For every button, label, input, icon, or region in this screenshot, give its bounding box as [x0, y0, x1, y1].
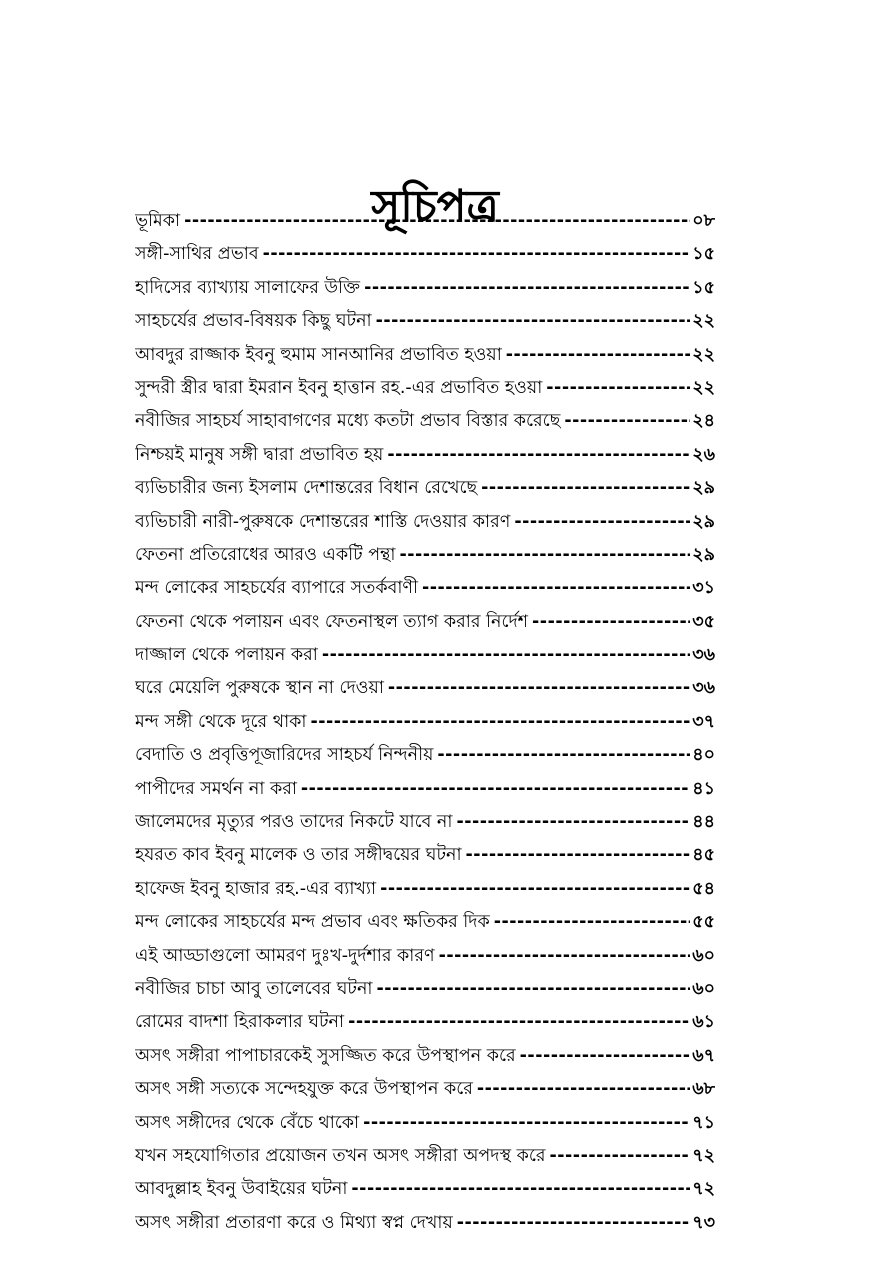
toc-entry	[135, 806, 715, 839]
toc-entry	[135, 873, 715, 906]
toc-leader-dashes	[376, 305, 691, 338]
toc-leader-dashes	[506, 339, 690, 372]
toc-leader-dashes	[380, 873, 690, 906]
toc-entry-page-number: ৪০	[692, 745, 715, 766]
toc-entry-page-number: ২৯	[692, 478, 715, 499]
toc-entry	[135, 1107, 715, 1140]
toc-entry-page-number: ২২	[692, 311, 715, 332]
toc-entry	[135, 572, 715, 605]
toc-entry-title: রোমের বাদশা হিরাকলার ঘটনা	[135, 1012, 345, 1033]
toc-leader-dashes	[301, 773, 690, 806]
toc-entry-title: যখন সহযোগিতার প্রয়োজন তখন অসৎ সঙ্গীরা অপদস্থ করে	[135, 1145, 546, 1166]
toc-leader-dashes	[564, 405, 690, 438]
toc-entry-title: মন্দ লোকের সাহচর্যের মন্দ প্রভাব এবং ক্ষতিকর দিক	[135, 912, 490, 933]
toc-entry	[135, 1073, 715, 1106]
toc-leader-dashes	[387, 439, 690, 472]
toc-entry-title: দাজ্জাল থেকে পলায়ন করা	[135, 645, 318, 666]
toc-entry-page-number: ১৫	[692, 244, 715, 265]
toc-entry-page-number: ২২	[692, 344, 715, 365]
toc-entry-page-number: ৭২	[692, 1179, 715, 1200]
toc-leader-dashes	[322, 639, 690, 672]
toc-entry	[135, 739, 715, 772]
toc-entry-page-number: ২২	[692, 377, 715, 398]
toc-leader-dashes	[363, 1107, 690, 1140]
toc-leader-dashes	[437, 739, 690, 772]
toc-entry-page-number: ২৬	[692, 444, 715, 465]
toc-leader-dashes	[532, 606, 690, 639]
toc-entry	[135, 906, 715, 939]
toc-entry-title: মন্দ সঙ্গী থেকে দূরে থাকা	[135, 711, 307, 732]
toc-entry-page-number: ৩৫	[692, 611, 715, 632]
toc-leader-dashes	[550, 1140, 691, 1173]
toc-entry-page-number: ২৯	[692, 544, 715, 565]
toc-entry-title: মন্দ লোকের সাহচর্যের ব্যাপারে সতর্কবাণী	[135, 578, 418, 599]
toc-entry-page-number: ৩৭	[692, 711, 715, 732]
toc-leader-dashes	[457, 1207, 690, 1240]
toc-entry-page-number: ৭৩	[692, 1212, 715, 1233]
toc-entry	[135, 472, 715, 505]
toc-entry-page-number: ২৪	[692, 411, 715, 432]
toc-leader-dashes	[351, 1173, 690, 1206]
toc-entry-title: নবীজির চাচা আবু তালেবের ঘটনা	[135, 978, 373, 999]
toc-entry-title: অসৎ সঙ্গী সত্যকে সন্দেহযুক্ত করে উপস্থাপন করে	[135, 1079, 473, 1100]
toc-leader-dashes	[400, 539, 691, 572]
toc-entry	[135, 238, 715, 271]
toc-entry-page-number: ৬০	[692, 978, 715, 999]
toc-entry-title: ঘরে মেয়েলি পুরুষকে স্থান না দেওয়া	[135, 678, 384, 699]
toc-entry-title: ভূমিকা	[135, 211, 181, 231]
toc-entry	[135, 973, 715, 1006]
toc-leader-dashes	[514, 506, 690, 539]
toc-leader-dashes	[263, 238, 691, 271]
toc-entry	[135, 1173, 715, 1206]
toc-entry-title: ব্যভিচারীর জন্য ইসলাম দেশান্তরের বিধান রেখেছে	[135, 478, 478, 499]
toc-leader-dashes	[477, 1073, 690, 1106]
toc-entry-title: সাহচর্যের প্রভাব-বিষয়ক কিছু ঘটনা	[135, 311, 372, 332]
toc-entry-title: হযরত কাব ইবনু মালেক ও তার সঙ্গীদ্বয়ের ঘটনা	[135, 845, 462, 866]
toc-leader-dashes	[422, 572, 690, 605]
toc-entry	[135, 272, 715, 305]
toc-entry	[135, 940, 715, 973]
toc-entry-title: অসৎ সঙ্গীরা প্রতারণা করে ও মিথ্যা স্বপ্ন দেখায়	[135, 1212, 453, 1233]
toc-entry	[135, 1006, 715, 1039]
page-title: সূচিপত্র	[371, 181, 499, 233]
toc-entry	[135, 1040, 715, 1073]
toc-entry-page-number: ৭১	[692, 1112, 715, 1133]
toc-entry-page-number: ৪৪	[692, 812, 715, 833]
toc-leader-dashes	[546, 372, 690, 405]
toc-entry-page-number: ৬০	[692, 945, 715, 966]
toc-entry-title: ব্যভিচারী নারী-পুরুষকে দেশান্তরের শাস্তি দেওয়ার কারণ	[135, 511, 511, 532]
toc-entry-title: এই আড্ডাগুলো আমরণ দুঃখ-দুর্দশার কারণ	[135, 945, 435, 966]
toc-entry	[135, 539, 715, 572]
toc-leader-dashes	[376, 973, 690, 1006]
toc-entry-title: হাফেজ ইবনু হাজার রহ.-এর ব্যাখ্যা	[135, 878, 377, 899]
toc-leader-dashes	[364, 272, 690, 305]
toc-entry-title: হাদিসের ব্যাখ্যায় সালাফের উক্তি	[135, 277, 361, 298]
toc-entry	[135, 205, 715, 238]
toc-entry	[135, 706, 715, 739]
toc-entry	[135, 405, 715, 438]
toc-entry-title: সঙ্গী-সাথির প্রভাব	[135, 244, 259, 265]
toc-entry-page-number: ৩৬	[692, 645, 715, 666]
toc-entry-page-number: ৩১	[692, 578, 715, 599]
toc-entry-page-number: ৬৮	[692, 1079, 715, 1100]
toc-entry-title: নবীজির সাহচর্য সাহাবাগণের মধ্যে কতটা প্রভাব বিস্তার করেছে	[135, 411, 561, 432]
toc-entry-title: পাপীদের সমর্থন না করা	[135, 778, 297, 799]
toc-entry	[135, 1207, 715, 1240]
toc-entry	[135, 839, 715, 872]
toc-entry	[135, 773, 715, 806]
toc-leader-dashes	[456, 806, 690, 839]
toc-entry-title: আবদুর রাজ্জাক ইবনু হুমাম সানআনির প্রভাবিত হওয়া	[135, 344, 502, 365]
toc-entry-title: ফেতনা থেকে পলায়ন এবং ফেতনাস্থল ত্যাগ করার নির্দেশ	[135, 611, 529, 632]
toc-entry-page-number: ৪৫	[692, 845, 715, 866]
toc-entry	[135, 305, 715, 338]
toc-entry-page-number: ৪১	[692, 778, 715, 799]
toc-leader-dashes	[466, 839, 691, 872]
toc-entry-title: আবদুল্লাহ ইবনু উবাইয়ের ঘটনা	[135, 1179, 348, 1200]
toc-entry-page-number: ৩৬	[692, 678, 715, 699]
toc-entry-page-number: ০৮	[692, 211, 715, 231]
toc-entry	[135, 339, 715, 372]
toc-leader-dashes	[388, 672, 690, 705]
toc-leader-dashes	[184, 205, 690, 238]
toc-entry	[135, 1140, 715, 1173]
toc-entry	[135, 639, 715, 672]
toc-entry-title: অসৎ সঙ্গীরা পাপাচারকেই সুসজ্জিত করে উপস্থাপন করে	[135, 1045, 516, 1066]
toc-leader-dashes	[439, 940, 691, 973]
toc-entry	[135, 672, 715, 705]
toc-entry	[135, 372, 715, 405]
toc-entry-page-number: ৭২	[692, 1145, 715, 1166]
toc-entry-title: সুন্দরী স্ত্রীর দ্বারা ইমরান ইবনু হাত্তান রহ.-এর প্রভাবিত হওয়া	[135, 377, 543, 398]
toc-entry	[135, 506, 715, 539]
toc-leader-dashes	[481, 472, 690, 505]
toc-entry-page-number: ২৯	[692, 511, 715, 532]
table-of-contents	[135, 205, 715, 1240]
toc-entry	[135, 439, 715, 472]
toc-entry-page-number: ৬১	[692, 1012, 715, 1033]
toc-entry-page-number: ৬৭	[692, 1045, 715, 1066]
toc-entry-page-number: ৫৫	[692, 912, 715, 933]
toc-leader-dashes	[494, 906, 691, 939]
toc-entry	[135, 606, 715, 639]
toc-entry-title: অসৎ সঙ্গীদের থেকে বেঁচে থাকো	[135, 1112, 360, 1133]
toc-leader-dashes	[310, 706, 690, 739]
toc-entry-page-number: ১৫	[692, 277, 715, 298]
toc-entry-title: জালেমদের মৃত্যুর পরও তাদের নিকটে যাবে না	[135, 812, 453, 833]
toc-entry-title: বেদাতি ও প্রবৃত্তিপূজারিদের সাহচর্য নিন্দনীয়	[135, 745, 434, 766]
toc-leader-dashes	[348, 1006, 690, 1039]
toc-entry-title: ফেতনা প্রতিরোধের আরও একটি পন্থা	[135, 544, 396, 565]
toc-entry-title: নিশ্চয়ই মানুষ সঙ্গী দ্বারা প্রভাবিত হয়	[135, 444, 384, 465]
toc-leader-dashes	[520, 1040, 691, 1073]
toc-entry-page-number: ৫৪	[692, 878, 715, 899]
